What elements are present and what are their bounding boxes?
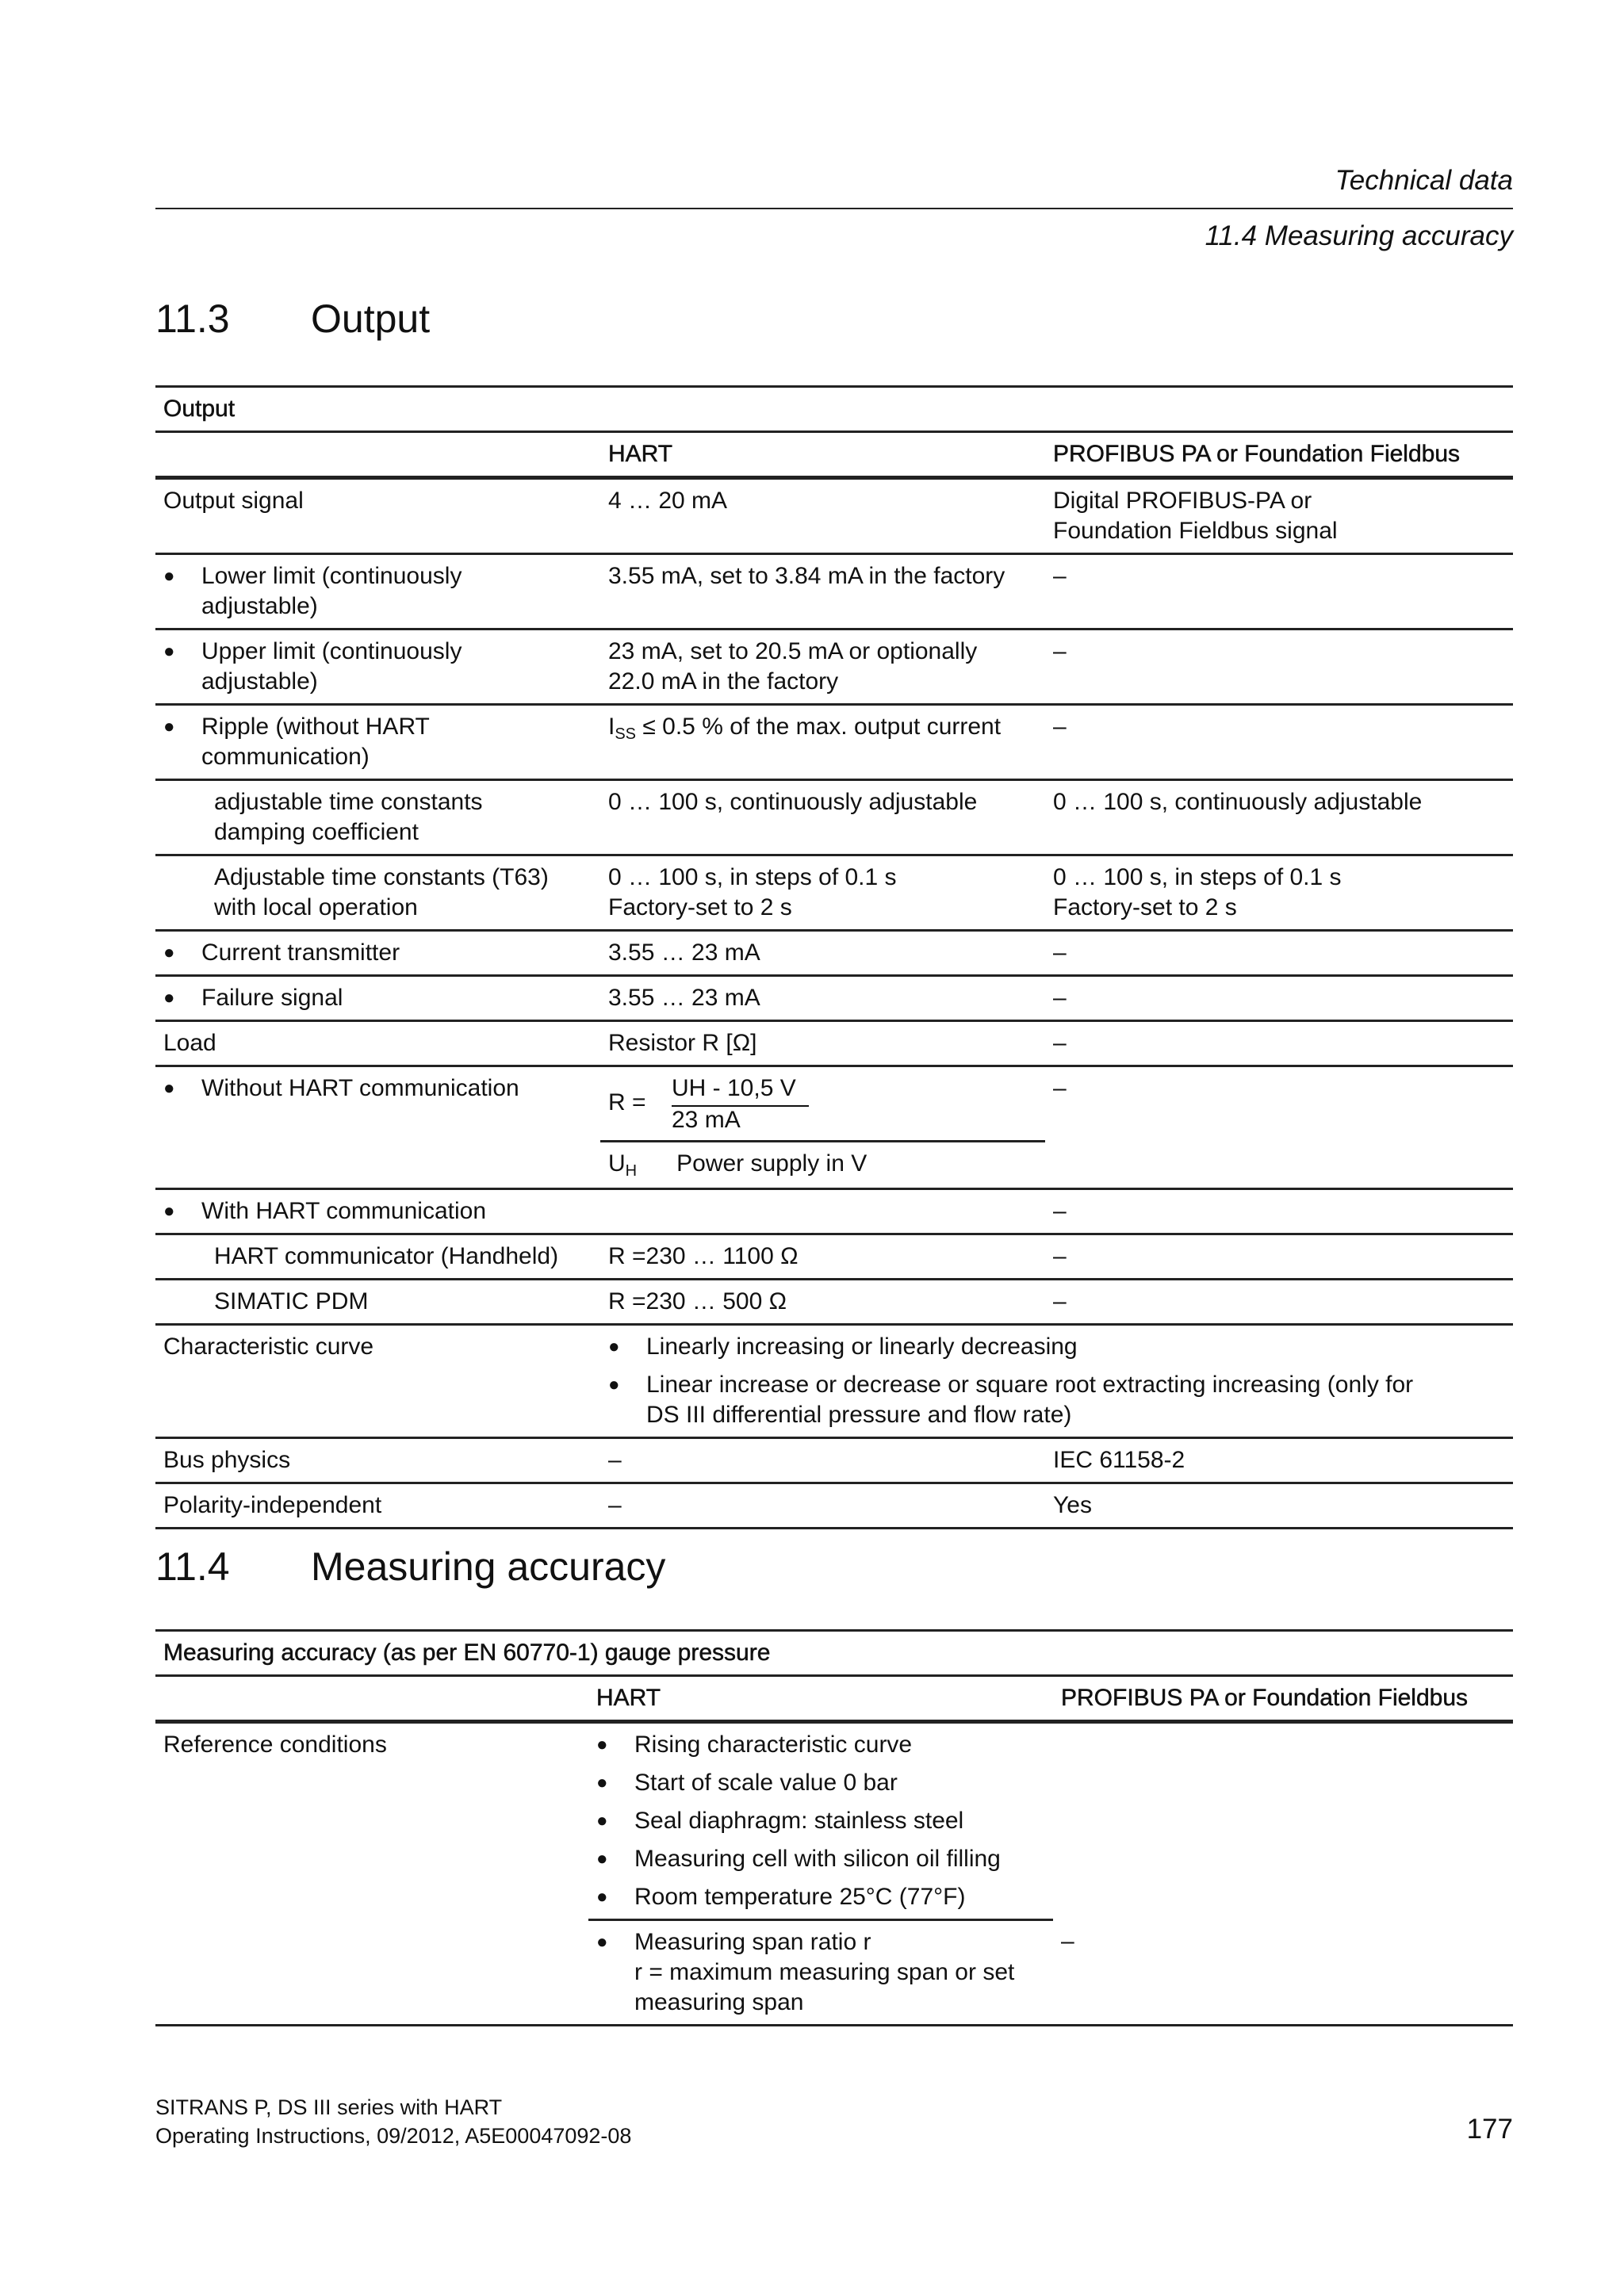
table-row xyxy=(155,1189,1513,1234)
section-heading-accuracy xyxy=(155,1543,665,1590)
row-label: Load xyxy=(155,1021,600,1066)
list-item: ● Seal diaphragm: stainless steel xyxy=(596,1806,1045,1836)
table-row xyxy=(155,478,1513,554)
hart-value: 3.55 … 23 mA xyxy=(600,976,1045,1021)
profibus-value: – xyxy=(1045,1234,1513,1280)
row-label: Characteristic curve xyxy=(155,1325,600,1438)
table-title-row xyxy=(155,387,1513,432)
header-rule xyxy=(155,208,1513,209)
page-number: 177 xyxy=(1466,2114,1513,2145)
reference-conditions-list xyxy=(588,1722,1053,1920)
hart-value: R =230 … 500 Ω xyxy=(600,1280,1045,1325)
running-header xyxy=(155,165,1513,252)
header-section: 11.4 Measuring accuracy xyxy=(1205,220,1513,251)
row-label: ● Ripple (without HART communication) xyxy=(155,705,600,780)
hart-value: 4 … 20 mA xyxy=(600,478,1045,554)
row-label: Adjustable time constants (T63) with local operation xyxy=(155,855,600,931)
profibus-value: 0 … 100 s, continuously adjustable xyxy=(1045,780,1513,855)
table-row xyxy=(155,855,1513,931)
hart-value: – xyxy=(600,1438,1045,1483)
table-row xyxy=(155,976,1513,1021)
page-footer xyxy=(155,2093,1513,2150)
table-row xyxy=(155,1438,1513,1483)
row-label: ● Upper limit (continuously adjustable) xyxy=(155,629,600,705)
footer-product: SITRANS P, DS III series with HART xyxy=(155,2095,503,2119)
row-label: HART communicator (Handheld) xyxy=(155,1234,600,1280)
list-item: ● Linearly increasing or linearly decreasing xyxy=(608,1332,1505,1362)
header-chapter: Technical data xyxy=(1335,165,1513,196)
profibus-value xyxy=(1053,1722,1513,1920)
table-row xyxy=(155,1066,1513,1142)
output-table xyxy=(155,385,1513,1529)
formula-r: R = xyxy=(608,1089,646,1115)
column-header-hart: HART xyxy=(600,432,1045,478)
hart-value: R =230 … 1100 Ω xyxy=(600,1234,1045,1280)
table-row xyxy=(155,1722,1513,1920)
column-header-hart: HART xyxy=(588,1676,1053,1722)
row-label: Bus physics xyxy=(155,1438,600,1483)
characteristic-list xyxy=(600,1325,1513,1438)
hart-value: 3.55 … 23 mA xyxy=(600,931,1045,976)
table-row xyxy=(155,1234,1513,1280)
row-label: ● With HART communication xyxy=(155,1189,600,1234)
load-formula xyxy=(600,1066,1045,1142)
list-item: ● Rising characteristic curve xyxy=(596,1730,1045,1760)
row-label: Polarity-independent xyxy=(155,1483,600,1529)
column-header-row xyxy=(155,432,1513,478)
table-title-row xyxy=(155,1631,1513,1676)
table-row xyxy=(155,1280,1513,1325)
table-row xyxy=(155,1021,1513,1066)
profibus-value: 0 … 100 s, in steps of 0.1 s Factory-set to 2 s xyxy=(1045,855,1513,931)
row-label: ● Lower limit (continuously adjustable) xyxy=(155,554,600,629)
profibus-value xyxy=(1045,1142,1513,1189)
profibus-value: – xyxy=(1053,1920,1513,2026)
list-item: ● Measuring span ratio r r = maximum measuring span or set measuring span xyxy=(596,1927,1045,2018)
formula-numerator: UH - 10,5 V xyxy=(672,1073,809,1107)
row-label: SIMATIC PDM xyxy=(155,1280,600,1325)
table-row xyxy=(155,1483,1513,1529)
hart-value: 0 … 100 s, in steps of 0.1 s Factory-set to 2 s xyxy=(600,855,1045,931)
profibus-value: Yes xyxy=(1045,1483,1513,1529)
row-label: Reference conditions xyxy=(155,1722,588,2026)
footer-document: Operating Instructions, 09/2012, A5E00047092-08 xyxy=(155,2124,632,2148)
profibus-value: – xyxy=(1045,931,1513,976)
table-row xyxy=(155,1325,1513,1438)
list-item: ● Linear increase or decrease or square root extracting increasing (only for DS III differential pressure and flow rate) xyxy=(608,1370,1505,1430)
table-row xyxy=(155,629,1513,705)
section-number: 11.3 xyxy=(155,297,230,341)
section-heading-output xyxy=(155,295,430,342)
table-title: Output xyxy=(155,387,1513,432)
row-label: Output signal xyxy=(155,478,600,554)
formula-denominator: 23 mA xyxy=(672,1107,741,1133)
profibus-value: – xyxy=(1045,1280,1513,1325)
table-row xyxy=(155,931,1513,976)
accuracy-table xyxy=(155,1629,1513,2026)
column-header-profibus: PROFIBUS PA or Foundation Fieldbus xyxy=(1045,432,1513,478)
list-item: ● Room temperature 25°C (77°F) xyxy=(596,1882,1045,1912)
column-header-empty xyxy=(155,1676,588,1722)
row-label: ● Failure signal xyxy=(155,976,600,1021)
column-header-row xyxy=(155,1676,1513,1722)
profibus-value: IEC 61158-2 xyxy=(1045,1438,1513,1483)
table-title: Measuring accuracy (as per EN 60770-1) gauge pressure xyxy=(155,1631,1513,1676)
profibus-value: – xyxy=(1045,705,1513,780)
row-label: adjustable time constants damping coefficient xyxy=(155,780,600,855)
profibus-value: Digital PROFIBUS-PA or Foundation Fieldbus signal xyxy=(1045,478,1513,554)
profibus-value: – xyxy=(1045,554,1513,629)
profibus-value: – xyxy=(1045,1021,1513,1066)
hart-value: 3.55 mA, set to 3.84 mA in the factory xyxy=(600,554,1045,629)
formula-legend: $U_H$ Power supply in V xyxy=(600,1142,1045,1189)
hart-value: $I_{SS} \le 0.5$ % of the max. output current xyxy=(600,705,1045,780)
table-row xyxy=(155,780,1513,855)
span-ratio xyxy=(588,1920,1053,2026)
table-row xyxy=(155,554,1513,629)
hart-value xyxy=(600,1189,1045,1234)
section-number: 11.4 xyxy=(155,1544,230,1589)
table-row xyxy=(155,705,1513,780)
profibus-value: – xyxy=(1045,1189,1513,1234)
section-title: Output xyxy=(311,297,431,341)
hart-value: 23 mA, set to 20.5 mA or optionally 22.0 mA in the factory xyxy=(600,629,1045,705)
profibus-value: – xyxy=(1045,976,1513,1021)
hart-value: Resistor R [Ω] xyxy=(600,1021,1045,1066)
list-item: ● Start of scale value 0 bar xyxy=(596,1768,1045,1798)
section-title: Measuring accuracy xyxy=(311,1544,666,1589)
hart-value: – xyxy=(600,1483,1045,1529)
row-label: ● Without HART communication xyxy=(155,1066,600,1189)
column-header-profibus: PROFIBUS PA or Foundation Fieldbus xyxy=(1053,1676,1513,1722)
hart-value: 0 … 100 s, continuously adjustable xyxy=(600,780,1045,855)
profibus-value: – xyxy=(1053,1075,1067,1101)
list-item: ● Measuring cell with silicon oil filling xyxy=(596,1844,1045,1874)
column-header-empty xyxy=(155,432,600,478)
profibus-value: – xyxy=(1045,629,1513,705)
row-label: ● Current transmitter xyxy=(155,931,600,976)
